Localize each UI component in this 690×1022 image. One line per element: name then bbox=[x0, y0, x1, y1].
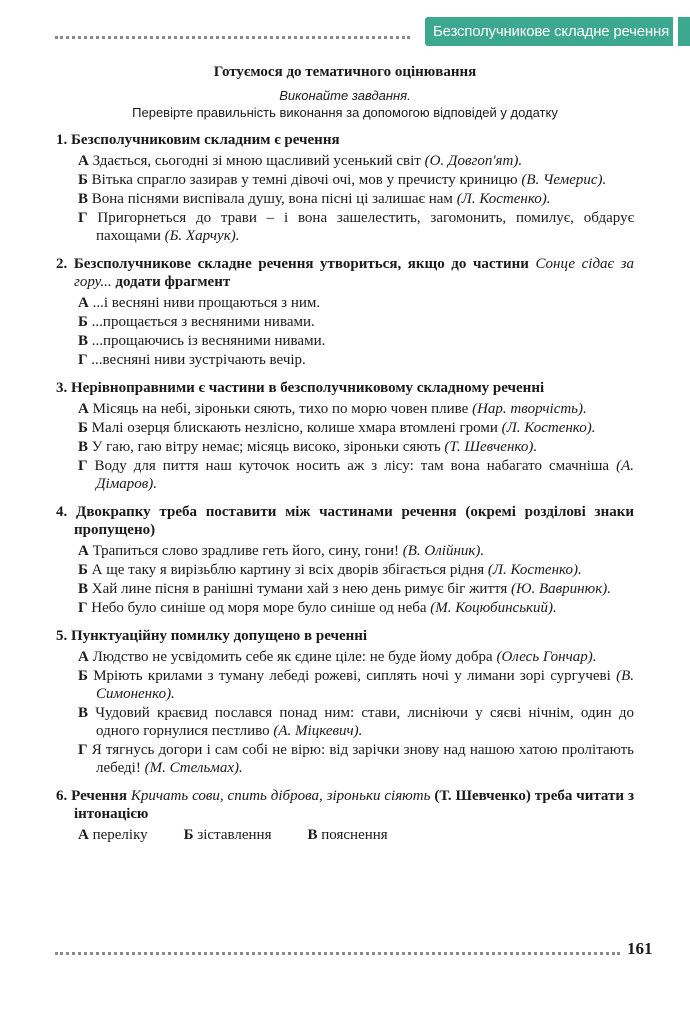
question-3 bbox=[56, 379, 634, 493]
instruction-line-2: Перевірте правильність виконання за допомогою відповідей у додатку bbox=[132, 105, 558, 120]
instruction-line-1: Виконайте завдання. bbox=[279, 88, 411, 103]
question-6 bbox=[56, 787, 634, 844]
option-b: Б А ще таку я вирізьблю картину зі всіх дворів збігається рідня (Л. Костенко). bbox=[78, 562, 582, 578]
question-2 bbox=[56, 255, 634, 369]
top-dotted-rule bbox=[55, 36, 410, 39]
option-b: Б Вітька спрагло зазирав у темні дівочі очі, мов у пречисту криницю (В. Чемерис). bbox=[78, 172, 607, 188]
option-b: Б ...прощається з весняними нивами. bbox=[78, 314, 315, 330]
option-b: Б зіставлення bbox=[183, 827, 272, 843]
option-g: Г Небо було синіше од моря море було синіше од неба (М. Коцюбинський). bbox=[78, 600, 557, 616]
chapter-header-tab bbox=[425, 17, 690, 46]
chapter-title: Безсполучникове складне речення bbox=[433, 23, 670, 40]
question-title: 3. Нерівноправними є частини в безсполучниковому складному реченні bbox=[56, 380, 545, 396]
section-title: Готуємося до тематичного оцінювання bbox=[213, 64, 477, 80]
option-a: А Людство не усвідомить себе як єдине ціле: не буде йому добра (Олесь Гончар). bbox=[78, 649, 597, 665]
option-b: Б Мріють крилами з туману лебеді рожеві, сиплять ночі у лимани зорі сургучеві (В. Симоненко). bbox=[78, 668, 634, 702]
bottom-dotted-rule bbox=[55, 952, 620, 955]
page-number: 161 bbox=[627, 939, 653, 958]
option-g: Г ...весняні ниви зустрічають вечір. bbox=[78, 352, 306, 368]
option-v: В У гаю, гаю вітру немає; місяць високо, зіроньки сяють (Т. Шевченко). bbox=[78, 439, 538, 455]
option-v: В Хай лине пісня в ранішні тумани хай з нею день римує біг життя (Ю. Вавринюк). bbox=[78, 581, 611, 597]
question-1 bbox=[56, 131, 634, 245]
option-a: А переліку bbox=[78, 827, 148, 843]
question-5 bbox=[56, 627, 634, 777]
question-title: 2. Безсполучникове складне речення утвориться, якщо до частини Сонце сідає за гору... додати фрагмент bbox=[56, 256, 635, 290]
question-4 bbox=[56, 503, 634, 617]
option-b: Б Малі озерця блискають незлісно, колише хмара втомлені громи (Л. Костенко). bbox=[78, 420, 596, 436]
option-v: В Вона піснями виспівала душу, вона пісні ці залишає нам (Л. Костенко). bbox=[78, 191, 551, 207]
inline-options bbox=[56, 827, 634, 844]
option-a: А Трапиться слово зрадливе геть його, сину, гони! (В. Олійник). bbox=[78, 543, 485, 559]
page-content bbox=[56, 60, 634, 844]
option-a: А Здається, сьогодні зі мною щасливий усенький світ (О. Довгоп'ят). bbox=[78, 153, 523, 169]
option-g: Г Воду для пиття наш куточок носить аж з лісу: там вона набагато смачніша (А. Дімаров). bbox=[78, 458, 634, 492]
tab-notch bbox=[673, 17, 678, 46]
option-v: В ...прощаючись із весняними нивами. bbox=[78, 333, 326, 349]
option-a: А ...і весняні ниви прощаються з ним. bbox=[78, 295, 321, 311]
option-g: Г Я тягнусь догори і сам собі не вірю: від зарічки знову над нашою хатою пролітають лебеді! (М. Стельмах). bbox=[78, 742, 635, 776]
option-v: В пояснення bbox=[307, 827, 388, 843]
option-v: В Чудовий краєвид послався понад ним: стави, лисніючи у сяєві нічнім, один до одного горнулися пестливо (А. Міцкевич). bbox=[78, 705, 635, 739]
question-title: 1. Безсполучниковим складним є речення bbox=[56, 132, 340, 148]
option-g: Г Пригорнеться до трави – і вона зашелестить, загомонить, помилує, обдарує пахощами (Б. Харчук). bbox=[78, 210, 635, 244]
option-a: А Місяць на небі, зіроньки сяють, тихо по морю човен пливе (Нар. творчість). bbox=[78, 401, 587, 417]
question-title: 5. Пунктуаційну помилку допущено в реченні bbox=[56, 628, 368, 644]
question-title: 4. Двокрапку треба поставити між частинами речення (окремі розділові знаки пропущено) bbox=[56, 504, 634, 538]
question-title: 6. Речення Кричать сови, спить діброва, зіроньки сіяють (Т. Шевченко) треба читати з інтонацією bbox=[56, 788, 634, 822]
